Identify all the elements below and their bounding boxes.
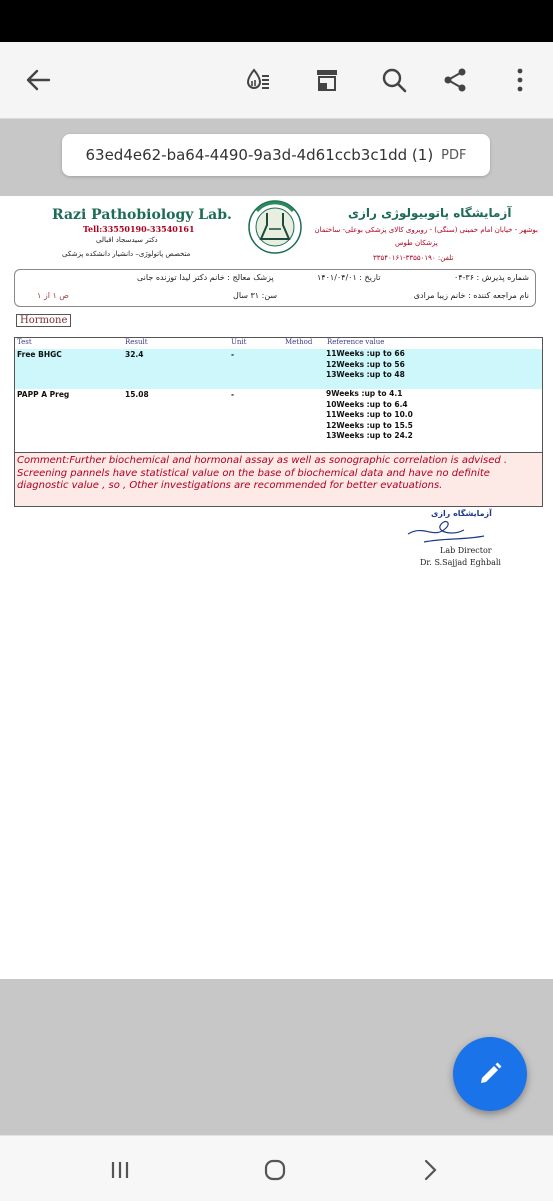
report-date: تاریخ : ۱۴۰۱/۰۴/۰۱ xyxy=(317,273,381,282)
more-icon[interactable] xyxy=(498,58,542,102)
reference-line: 13Weeks :up to 24.2 xyxy=(326,431,413,440)
file-name: 63ed4e62-ba64-4490-9a3d-4d61ccb3c1dd (1) xyxy=(85,146,434,164)
patient-name: نام مراجعه کننده : خانم زیبا مرادی xyxy=(413,291,529,300)
table-row xyxy=(15,349,542,389)
lab-phone-persian: تلفن: ۳۳۵۵۰۱۹۰-۳۳۵۴۰۱۶۱ xyxy=(373,254,454,262)
test-result: 15.08 xyxy=(125,390,149,399)
reference-line: 11Weeks :up to 66 xyxy=(326,349,405,358)
reference-line: 11Weeks :up to 10.0 xyxy=(326,410,413,419)
lab-logo xyxy=(247,199,303,255)
test-result: 32.4 xyxy=(125,350,144,359)
column-header-result: Result xyxy=(125,338,148,346)
reference-line: 9Weeks :up to 4.1 xyxy=(326,389,403,398)
doctor-name: دکتر سیدسجاد اقبالی xyxy=(96,236,158,244)
column-header-test: Test xyxy=(17,338,32,346)
share-icon[interactable] xyxy=(433,58,477,102)
lab-address: بوشهر - خیابان امام خمینی (سنگی) - روبروی کالای پزشکی بوعلی- ساختمان xyxy=(314,226,538,234)
file-extension: PDF xyxy=(441,147,467,163)
test-unit: - xyxy=(231,350,235,359)
reference-values xyxy=(326,389,413,442)
edit-fab-button[interactable] xyxy=(453,1037,527,1111)
reference-line: 13Weeks :up to 48 xyxy=(326,370,405,379)
signature-title: Lab Director xyxy=(440,546,492,555)
test-unit: - xyxy=(231,390,235,399)
lab-name-persian: آزمایشگاه پاتوبیولوژی رازی xyxy=(348,206,512,220)
system-nav-bar xyxy=(0,1135,553,1201)
edit-pencil-icon xyxy=(476,1060,504,1088)
director-signature xyxy=(404,514,502,546)
status-bar xyxy=(0,0,553,42)
test-name: Free BHGC xyxy=(17,350,62,359)
home-icon[interactable] xyxy=(253,1148,297,1192)
file-name-pill[interactable] xyxy=(62,134,490,176)
pdf-page[interactable] xyxy=(0,196,553,979)
comment-text: Comment:Further biochemical and hormonal assay as well as sonographic correlation is advised . Screening pannels have statistical value on the base of biochemical data and have no definite diagnostic value , so , Other investigations are recommended for better evatuations. xyxy=(15,452,542,506)
results-table xyxy=(14,337,543,507)
reference-line: 10Weeks :up to 6.4 xyxy=(326,399,408,409)
patient-info-box xyxy=(14,269,536,307)
column-header-reference: Reference value xyxy=(327,338,385,346)
lab-address-building: پزشکان طوس xyxy=(395,239,438,247)
patient-age: سن: ۳۱ سال xyxy=(233,291,278,300)
lab-name-english: Razi Pathobiology Lab. xyxy=(52,207,232,223)
test-name: PAPP A Preg xyxy=(17,390,70,399)
reception-number: شماره پذیرش : ۳۶-۰۴ xyxy=(453,273,529,282)
column-header-unit: Unit xyxy=(231,338,247,346)
back-icon[interactable] xyxy=(408,1148,452,1192)
doctor-specialty: متخصص پاتولوژی– دانشیار دانشکده پزشکی xyxy=(62,250,191,258)
section-title: Hormone xyxy=(16,314,71,327)
reading-mode-icon[interactable] xyxy=(236,58,280,102)
signature-name: Dr. S.Sajjad Eghbali xyxy=(420,558,501,567)
lab-stamp-text: آزمایشگاه رازی xyxy=(431,509,492,518)
reference-line: 12Weeks :up to 15.5 xyxy=(326,420,413,430)
annotate-icon[interactable] xyxy=(305,58,349,102)
attending-physician: پزشک معالج : خانم دکتر لیدا توزنده جانی xyxy=(137,273,274,282)
recent-apps-icon[interactable] xyxy=(98,1148,142,1192)
lab-telephone: Tell:33550190-33540161 xyxy=(83,224,195,234)
back-arrow-icon[interactable] xyxy=(16,58,60,102)
top-toolbar xyxy=(0,42,553,119)
reference-line: 12Weeks :up to 56 xyxy=(326,359,405,369)
table-header xyxy=(15,338,542,348)
search-icon[interactable] xyxy=(372,58,416,102)
column-header-method: Method xyxy=(285,338,313,346)
table-row xyxy=(15,389,542,451)
reference-values xyxy=(326,349,405,381)
page-indicator: ص ۱ از ۱ xyxy=(37,291,69,300)
